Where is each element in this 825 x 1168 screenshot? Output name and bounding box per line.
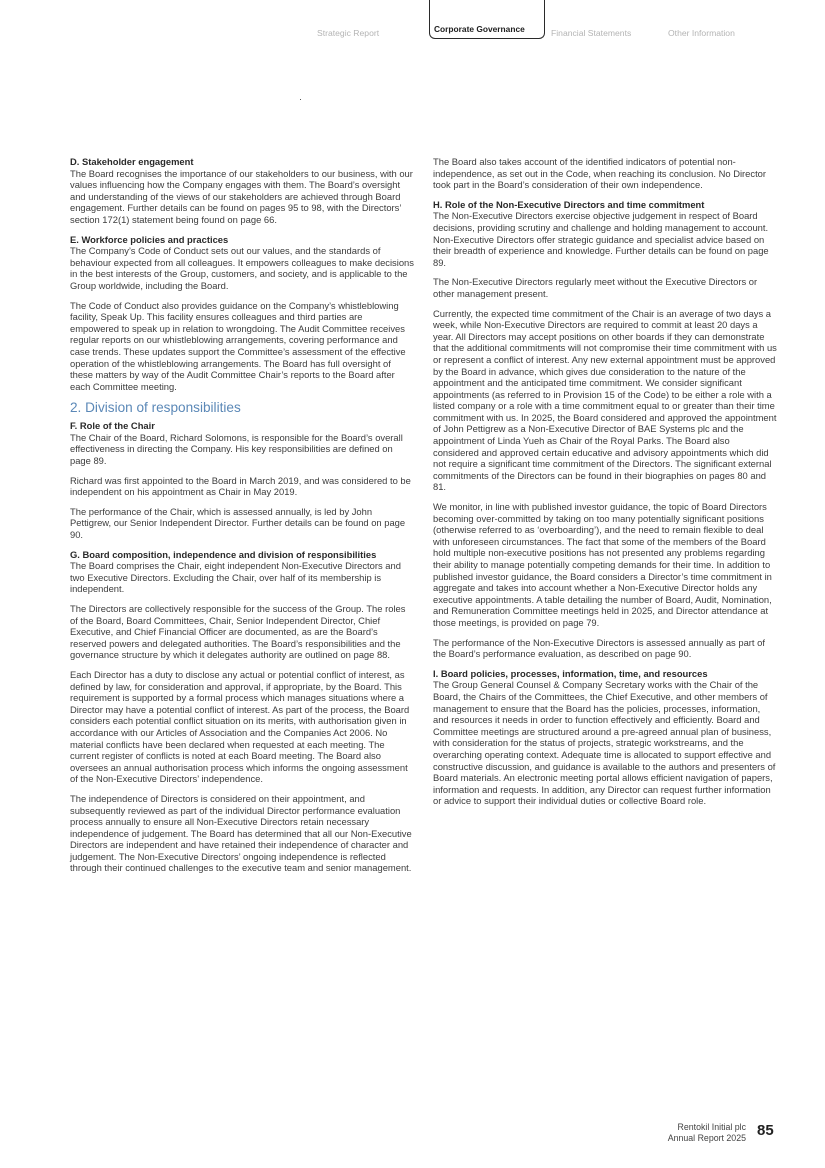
paragraph: The independence of Directors is considered on their appointment, and subsequently reviewed as part of the individual Director performance evaluation process annually to ensure all Non-Executive Directors retain necessary independence of judgement. The Board has determined that all our Non-Executive Directors are independent and have retained their independence of character and judgement. The Non-Executive Directors’ ongoing independence is reflected through their continued challenges to the executive team and senior management. <box>70 792 412 874</box>
paragraph: The Directors are collectively responsible for the success of the Group. The roles of the Board, Board Committees, Chair, Senior Independent Director, Chief Executive, and Chief Financial Officer are documented, as are the Board’s reserved powers and delegated authorities. The Board’s responsibilities and the governance structure by which it delegates authority are outlined on page 88. <box>70 603 406 661</box>
paragraph: The Group General Counsel & Company Secretary works with the Chair of the Board, the Chairs of the Committees, the Chief Executive, and other members of management to ensure that the Board has the policies, processes, information, and resources it needs in order to function effectively and efficiently. Board and Committee meetings are structured around a pre-agreed annual plan of business, with consideration for the status of projects, strategic workstreams, and the overarching operating context. Adequate time is allocated to support effective and constructive discussion, and guidance is available to the authors and presenters of Board materials. An electronic meeting portal allows efficient navigation of papers, information and requests. In addition, any Director can request further information or advice to support their individual duties or collective Board role. <box>433 679 776 807</box>
paragraph: We monitor, in line with published investor guidance, the topic of Board Directors becoming over-committed by taking on too many potentially significant positions (otherwise referred to as ‘overboarding’), and the need to remain flexible to deal with unforeseen circumstances. The fact that some of the members of the Board hold multiple non-executive positions has not presented any problems regarding their ability to manage potentially competing demands for their time. In addition to published investor guidance, the Board considers a Director’s time commitment in aggregate and takes into account whether a Non-Executive Director holds any executive appointments. A table detailing the number of Board, Audit, Nomination, and Remuneration Committee meetings held in 2025, and Director attendance at those meetings, is provided on page 79. <box>433 501 772 628</box>
paragraph: The Board comprises the Chair, eight independent Non-Executive Directors and two Executive Directors. Excluding the Chair, over half of its membership is independent. <box>70 560 401 595</box>
paragraph: The Non-Executive Directors regularly meet without the Executive Directors or other management present. <box>433 276 758 299</box>
tab-financial-statements[interactable]: Financial Statements <box>551 28 632 38</box>
paragraph: The Board recognises the importance of our stakeholders to our business, with our values influencing how the Company engages with them. The Board’s oversight and understanding of the views of our stakeholders are achieved through Board engagement. Further details can be found on pages 95 to 98, with the Directors’ section 172(1) statement being found on page 66. <box>70 167 413 225</box>
right-column <box>433 156 777 815</box>
paragraph: The Board also takes account of the identified indicators of potential non-independence, as set out in the Code, when reaching its conclusion. No Director took part in the Board’s consideration of their own independence. <box>433 156 767 191</box>
paragraph: The Company’s Code of Conduct sets out our values, and the standards of behaviour expected from all colleagues. It empowers colleagues to make decisions in the best interests of the Group, customers, and society, and is applicable to the Group worldwide, including the Board. <box>70 245 414 291</box>
heading-role-of-chair: F. Role of the Chair <box>70 420 155 432</box>
company-name: Rentokil Initial plc <box>677 1122 746 1132</box>
paragraph: Currently, the expected time commitment of the Chair is an average of two days a week, while Non-Executive Directors are required to commit at least 20 days a year. All Directors may accept positions on other boards if they can demonstrate that the additional commitments will not compromise their time commitment with us or represent a conflict of interest. Any new external appointment must be approved by the Board in advance, which gives due consideration to the nature of the appointment and the anticipated time commitment. We consider significant appointments (as referred to in Provision 15 of the Code) to be either a role with a listed company or a role with a time commitment equal to or greater than their time commitment with us. In 2025, the Board considered and approved the appointment of John Pettigrew as a Non-Executive Director of BAE Systems plc and the appointment of Linda Yueh as Chair of the Royal Parks. The Board also considered and approved certain educative and advisory appointments which did not require a significant time commitment of the Directors. The significant external commitments of the Directors can be found in their biographies on pages 80 and 81. <box>433 307 777 493</box>
paragraph: The Code of Conduct also provides guidance on the Company’s whistleblowing facility, Speak Up. This facility ensures colleagues and third parties are empowered to speak up in relation to wrongdoing. The Audit Committee receives regular reports on our whistleblowing arrangements, covering performance and case trends. These updates support the Committee’s assessment of the effective operation of the whistleblowing arrangements. The Board has full oversight of these matters by way of the Audit Committee Chair’s reports to the Board after each Committee meeting. <box>70 299 406 392</box>
section-title-division-of-responsibilities: 2. Division of responsibilities <box>70 400 241 416</box>
tab-corporate-governance[interactable] <box>429 0 545 39</box>
paragraph: The Non-Executive Directors exercise objective judgement in respect of Board decisions, providing scrutiny and challenge and holding management to account. Non-Executive Directors offer strategic guidance and specialist advice based on their breadth of experience and knowledge. Further details can be found on page 89. <box>433 210 769 268</box>
tab-label: Corporate Governance <box>434 24 525 34</box>
tab-other-information[interactable]: Other Information <box>668 28 735 38</box>
heading-workforce-policies: E. Workforce policies and practices <box>70 233 229 245</box>
paragraph: Each Director has a duty to disclose any actual or potential conflict of interest, as defined by law, for consideration and approval, if appropriate, by the Board. This requirement is supported by a formal process which manages situations where a Director may have a potential conflict of interest. As part of the process, the Board considers each potential conflict situation on its merits, with authorisation given in accordance with our Articles of Association and the Companies Act 2006. No material conflicts have been declared when requested at each meeting. The current register of conflicts is noted at each Board meeting. The Board also oversees an annual authorisation process which informs the ongoing assessment of the Non-Executive Directors’ independence. <box>70 668 410 785</box>
paragraph: The Chair of the Board, Richard Solomons, is responsible for the Board’s overall effectiveness in directing the Company. His key responsibilities are defined on page 89. <box>70 431 403 467</box>
stray-mark <box>300 99 301 100</box>
footer-company-info <box>668 1122 746 1144</box>
heading-role-of-non-executive-directors: H. Role of the Non-Executive Directors and time commitment <box>433 198 705 210</box>
tab-strategic-report[interactable]: Strategic Report <box>317 28 380 38</box>
paragraph: Richard was first appointed to the Board in March 2019, and was considered to be independent on his appointment as Chair in May 2019. <box>70 474 411 498</box>
paragraph: The performance of the Non-Executive Directors is assessed annually as part of the Board’s performance evaluation, as described on page 90. <box>433 636 765 660</box>
report-name: Annual Report 2025 <box>667 1133 746 1143</box>
heading-board-policies: I. Board policies, processes, information, time, and resources <box>433 667 708 679</box>
heading-stakeholder-engagement: D. Stakeholder engagement <box>70 156 194 167</box>
left-column <box>70 156 414 882</box>
page-number: 85 <box>757 1122 774 1139</box>
section-navigation <box>0 0 825 48</box>
paragraph: The performance of the Chair, which is assessed annually, is led by John Pettigrew, our Senior Independent Director. Further details can be found on page 90. <box>70 505 406 541</box>
heading-board-composition: G. Board composition, independence and division of responsibilities <box>70 548 377 560</box>
